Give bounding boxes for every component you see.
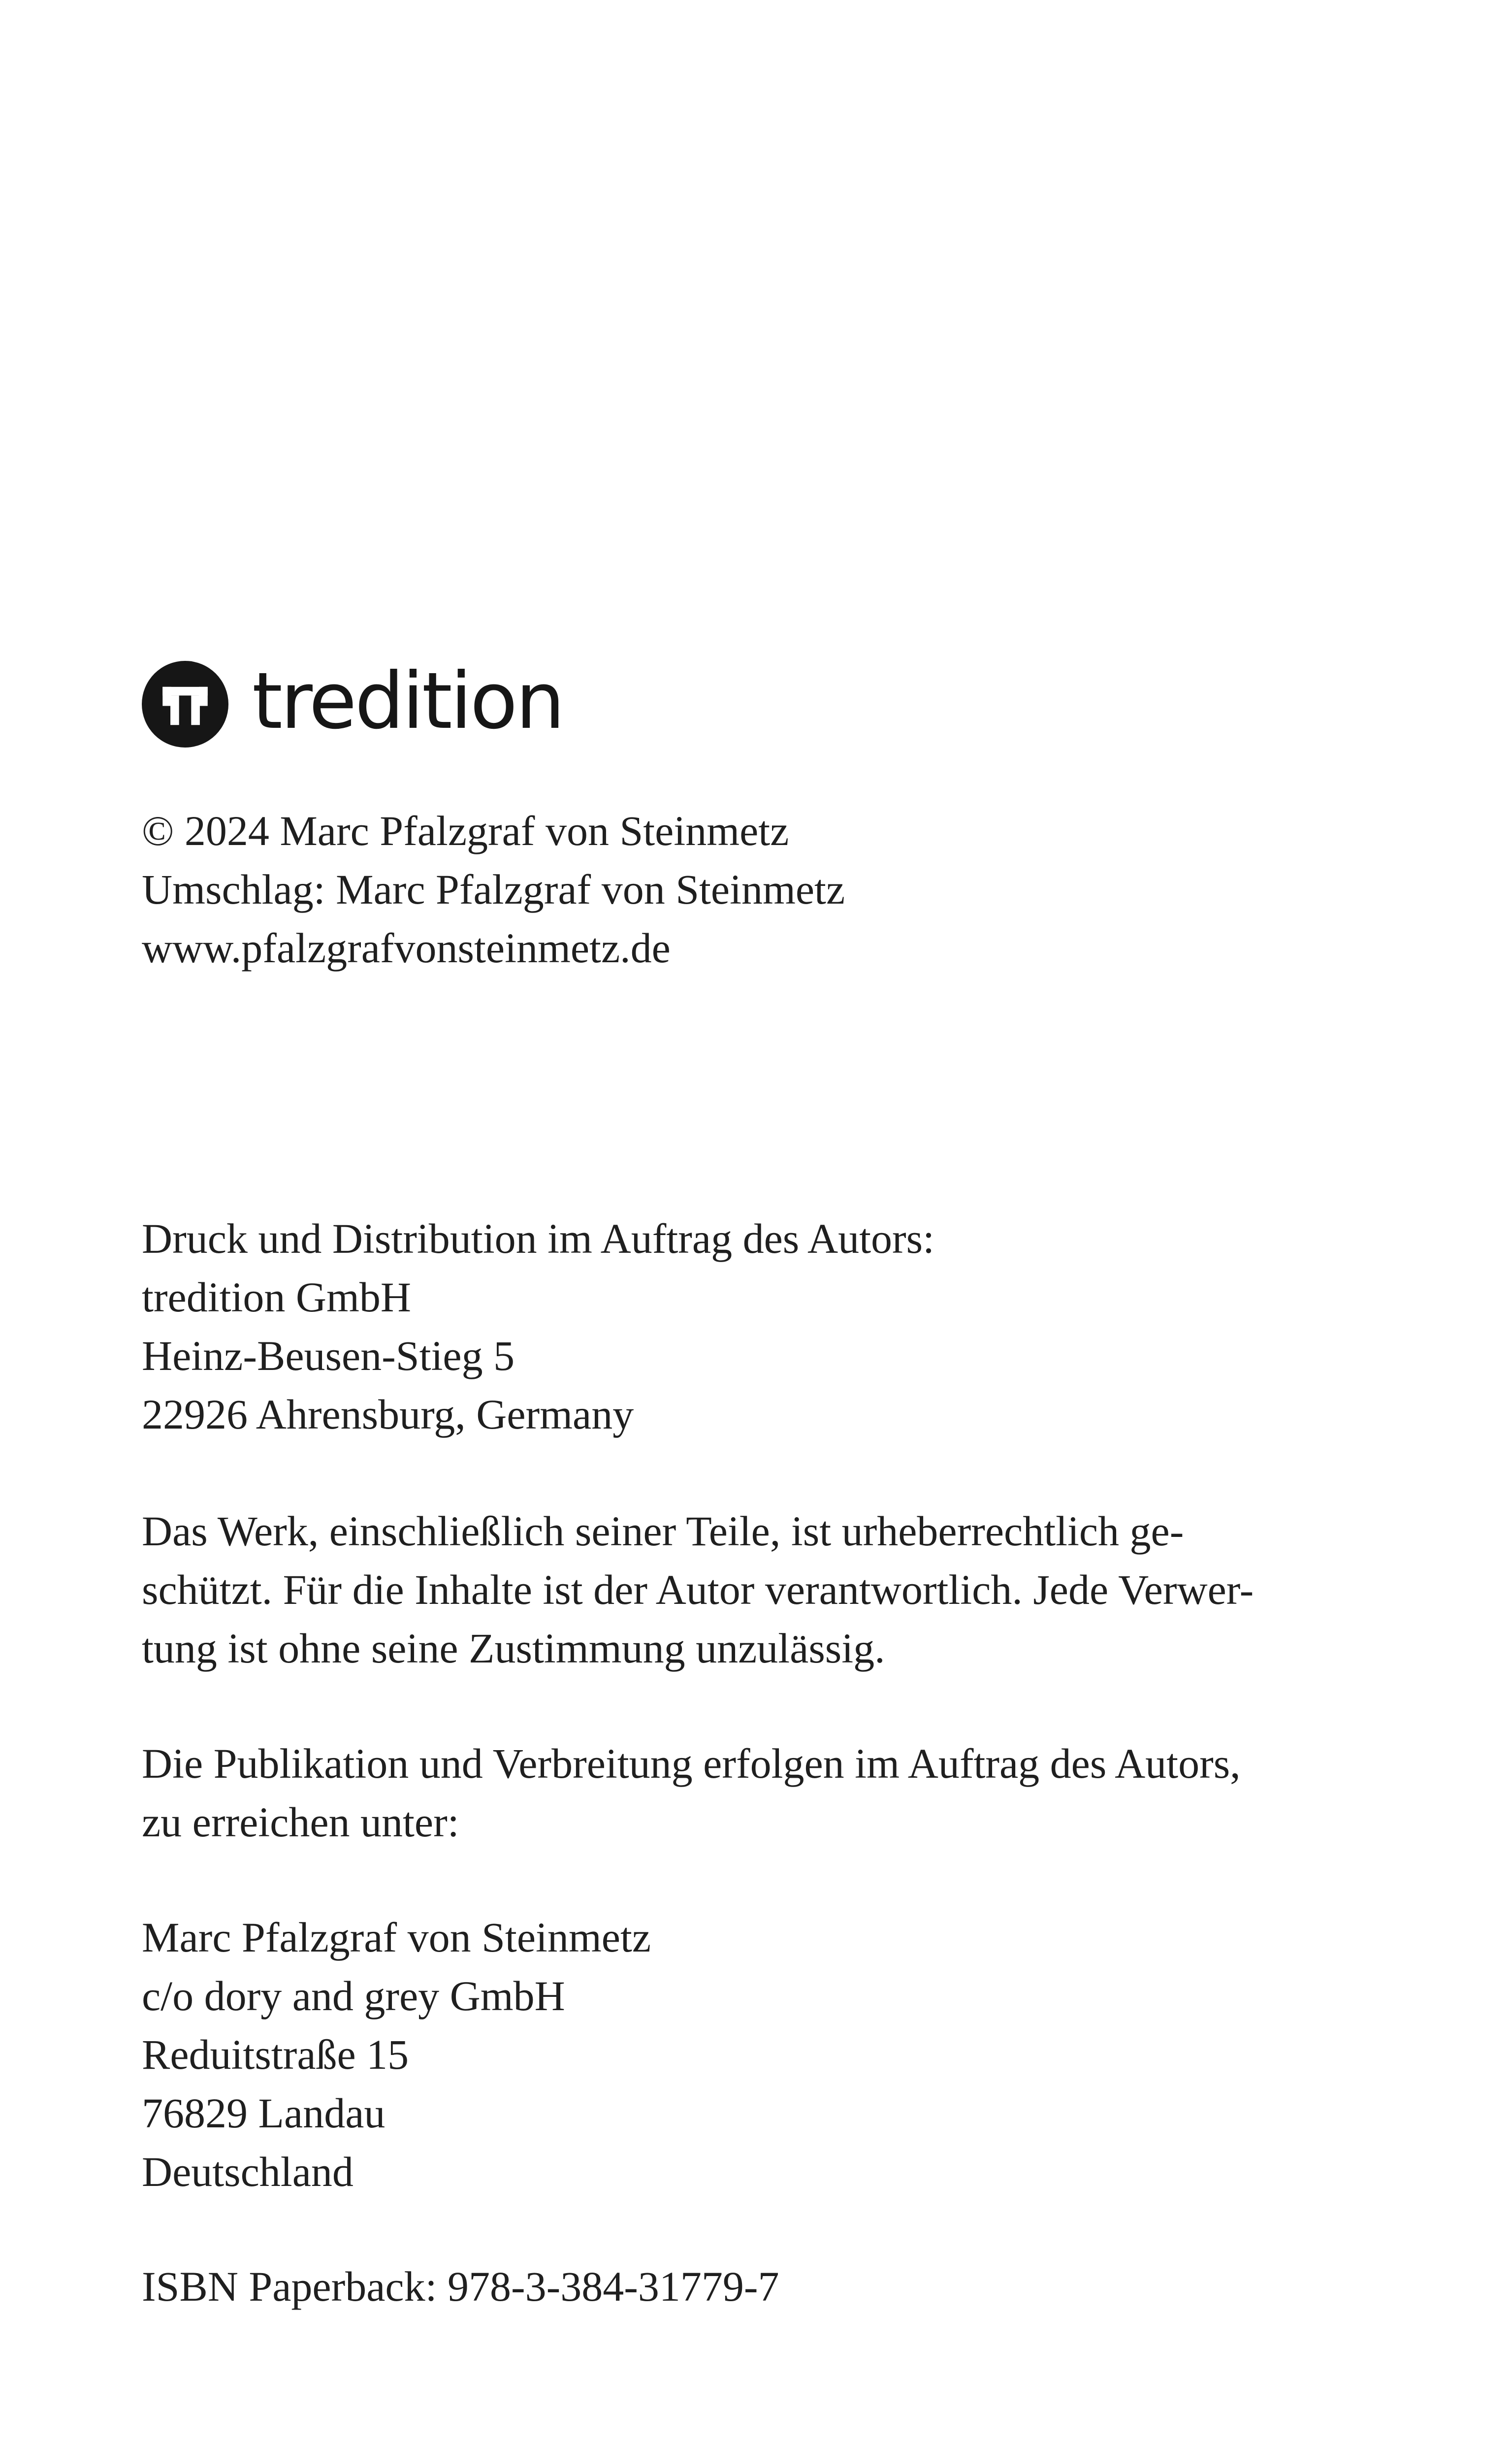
- isbn-line: ISBN Paperback: 978-3-384-31779-7: [142, 2263, 779, 2310]
- print-intro-line: Druck und Distribution im Auftrag des Autors:: [142, 1215, 934, 1262]
- contact-name-line: Marc Pfalzgraf von Steinmetz: [142, 1914, 651, 1961]
- contact-city-line: 76829 Landau: [142, 2089, 386, 2137]
- contact-street-line: Reduitstraße 15: [142, 2031, 409, 2078]
- contact-company-line: c/o dory and grey GmbH: [142, 1972, 565, 2020]
- publisher-wordmark: tredition: [252, 656, 563, 747]
- cover-credit-line: Umschlag: Marc Pfalzgraf von Steinmetz: [142, 866, 845, 913]
- tredition-logo-icon: [142, 661, 228, 748]
- website-link[interactable]: www.pfalzgrafvonsteinmetz.de: [142, 924, 671, 972]
- copyright-line: © 2024 Marc Pfalzgraf von Steinmetz: [142, 807, 789, 854]
- print-city-line: 22926 Ahrensburg, Germany: [142, 1391, 634, 1438]
- publication-line: Die Publikation und Verbreitung erfolgen im Auftrag des Autors,: [142, 1740, 1241, 1787]
- copyright-block: [142, 802, 845, 977]
- print-distribution-block: [142, 1209, 934, 1444]
- print-street-line: Heinz-Beusen-Stieg 5: [142, 1332, 515, 1379]
- legal-line: tung ist ohne seine Zustimmung unzulässig.: [142, 1625, 885, 1672]
- publication-notice-block: [142, 1734, 1241, 1852]
- contact-country-line: Deutschland: [142, 2148, 354, 2195]
- isbn-block: [142, 2257, 779, 2316]
- print-company-line: tredition GmbH: [142, 1273, 411, 1321]
- legal-line: Das Werk, einschließlich seiner Teile, ist urheberrechtlich ge-: [142, 1507, 1184, 1555]
- legal-line: schützt. Für die Inhalte ist der Autor verantwortlich. Jede Verwer-: [142, 1566, 1254, 1613]
- publication-line: zu erreichen unter:: [142, 1798, 459, 1846]
- legal-notice-block: [142, 1502, 1254, 1678]
- publisher-logo: [142, 656, 563, 749]
- author-contact-block: [142, 1908, 651, 2201]
